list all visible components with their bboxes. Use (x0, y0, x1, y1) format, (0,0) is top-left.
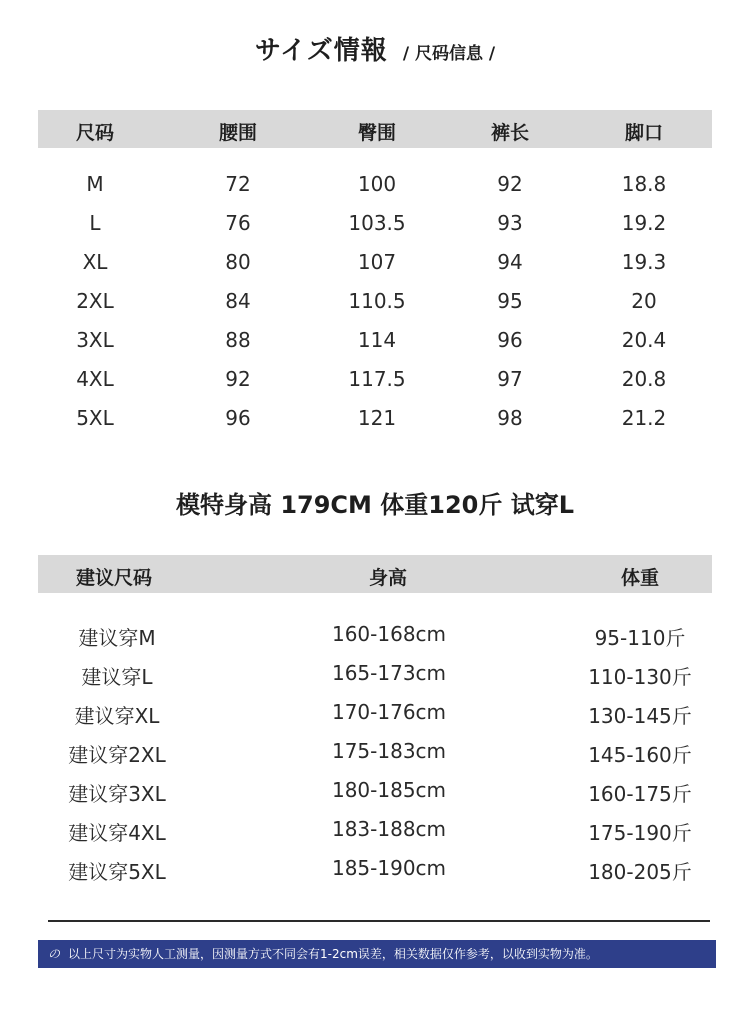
size-cell-waist: 92 (225, 367, 251, 391)
size-cell-size: M (86, 172, 104, 196)
size-cell-hip: 103.5 (348, 211, 406, 235)
size-header-waist: 腰围 (218, 122, 258, 144)
size-cell-size: 4XL (76, 367, 114, 391)
recommend-header-size: 建议尺码 (75, 567, 153, 589)
footer-mark: の (48, 947, 61, 961)
size-cell-length: 96 (497, 328, 523, 352)
recommend-cell-size: 建议穿2XL (68, 743, 166, 767)
recommend-cell-weight: 130-145斤 (588, 704, 692, 728)
size-cell-waist: 72 (225, 172, 251, 196)
recommend-cell-size: 建议穿4XL (68, 821, 166, 845)
recommend-cell-weight: 175-190斤 (588, 821, 692, 845)
recommend-table-header (38, 555, 712, 593)
recommend-cell-weight: 145-160斤 (588, 743, 692, 767)
recommend-cell-size: 建议穿3XL (68, 782, 166, 806)
size-cell-waist: 84 (225, 289, 251, 313)
size-cell-length: 95 (497, 289, 523, 313)
recommend-cell-weight: 160-175斤 (588, 782, 692, 806)
recommend-cell-height: 160-168cm (331, 622, 447, 646)
size-table-header (38, 110, 712, 148)
recommend-cell-size: 建议穿XL (74, 704, 160, 728)
size-cell-length: 94 (497, 250, 523, 274)
size-cell-size: 5XL (76, 406, 114, 430)
recommend-cell-height: 170-176cm (331, 700, 447, 724)
size-cell-hem: 20 (631, 289, 657, 313)
size-cell-length: 97 (497, 367, 523, 391)
size-cell-hem: 21.2 (621, 406, 667, 430)
recommend-cell-height: 165-173cm (331, 661, 447, 685)
recommend-cell-height: 180-185cm (331, 778, 447, 802)
model-info: 模特身高 179CM 体重120斤 试穿L (175, 491, 575, 519)
title-sub: / 尺码信息 / (402, 44, 496, 64)
size-cell-hip: 114 (357, 328, 397, 352)
recommend-cell-height: 183-188cm (331, 817, 447, 841)
size-cell-length: 93 (497, 211, 523, 235)
size-cell-size: L (89, 211, 101, 235)
size-header-hem: 脚口 (624, 122, 664, 144)
recommend-header-weight: 体重 (620, 567, 660, 589)
footer-note (38, 940, 716, 968)
size-header-size: 尺码 (75, 122, 115, 144)
size-cell-hip: 121 (357, 406, 397, 430)
size-cell-waist: 88 (225, 328, 251, 352)
size-cell-hip: 117.5 (348, 367, 406, 391)
size-cell-hip: 100 (357, 172, 397, 196)
title-main: サイズ情報 (254, 36, 388, 66)
size-cell-size: 3XL (76, 328, 114, 352)
size-cell-waist: 76 (225, 211, 251, 235)
recommend-cell-size: 建议穿5XL (68, 860, 166, 884)
size-cell-hem: 19.3 (621, 250, 667, 274)
size-cell-waist: 96 (225, 406, 251, 430)
recommend-header-height: 身高 (368, 567, 408, 589)
recommend-cell-weight: 110-130斤 (588, 665, 692, 689)
recommend-cell-size: 建议穿M (78, 626, 156, 650)
size-header-length: 裤长 (490, 122, 530, 144)
recommend-cell-height: 185-190cm (331, 856, 447, 880)
size-cell-length: 92 (497, 172, 523, 196)
recommend-cell-weight: 95-110斤 (594, 626, 686, 650)
size-cell-hip: 107 (357, 250, 397, 274)
size-cell-size: XL (82, 250, 108, 274)
size-cell-hem: 19.2 (621, 211, 667, 235)
size-header-hip: 臀围 (357, 122, 397, 144)
recommend-cell-height: 175-183cm (331, 739, 447, 763)
recommend-cell-weight: 180-205斤 (588, 860, 692, 884)
recommend-cell-size: 建议穿L (81, 665, 153, 689)
footer-text: 以上尺寸为实物人工测量，因测量方式不同会有1-2cm误差，相关数据仅作参考，以收到实物为准。 (68, 947, 598, 961)
size-cell-length: 98 (497, 406, 523, 430)
size-cell-hem: 18.8 (621, 172, 667, 196)
divider (48, 920, 710, 922)
size-cell-hem: 20.8 (621, 367, 667, 391)
size-cell-hip: 110.5 (348, 289, 406, 313)
page-title (0, 30, 750, 67)
size-cell-size: 2XL (76, 289, 114, 313)
size-cell-hem: 20.4 (621, 328, 667, 352)
size-cell-waist: 80 (225, 250, 251, 274)
